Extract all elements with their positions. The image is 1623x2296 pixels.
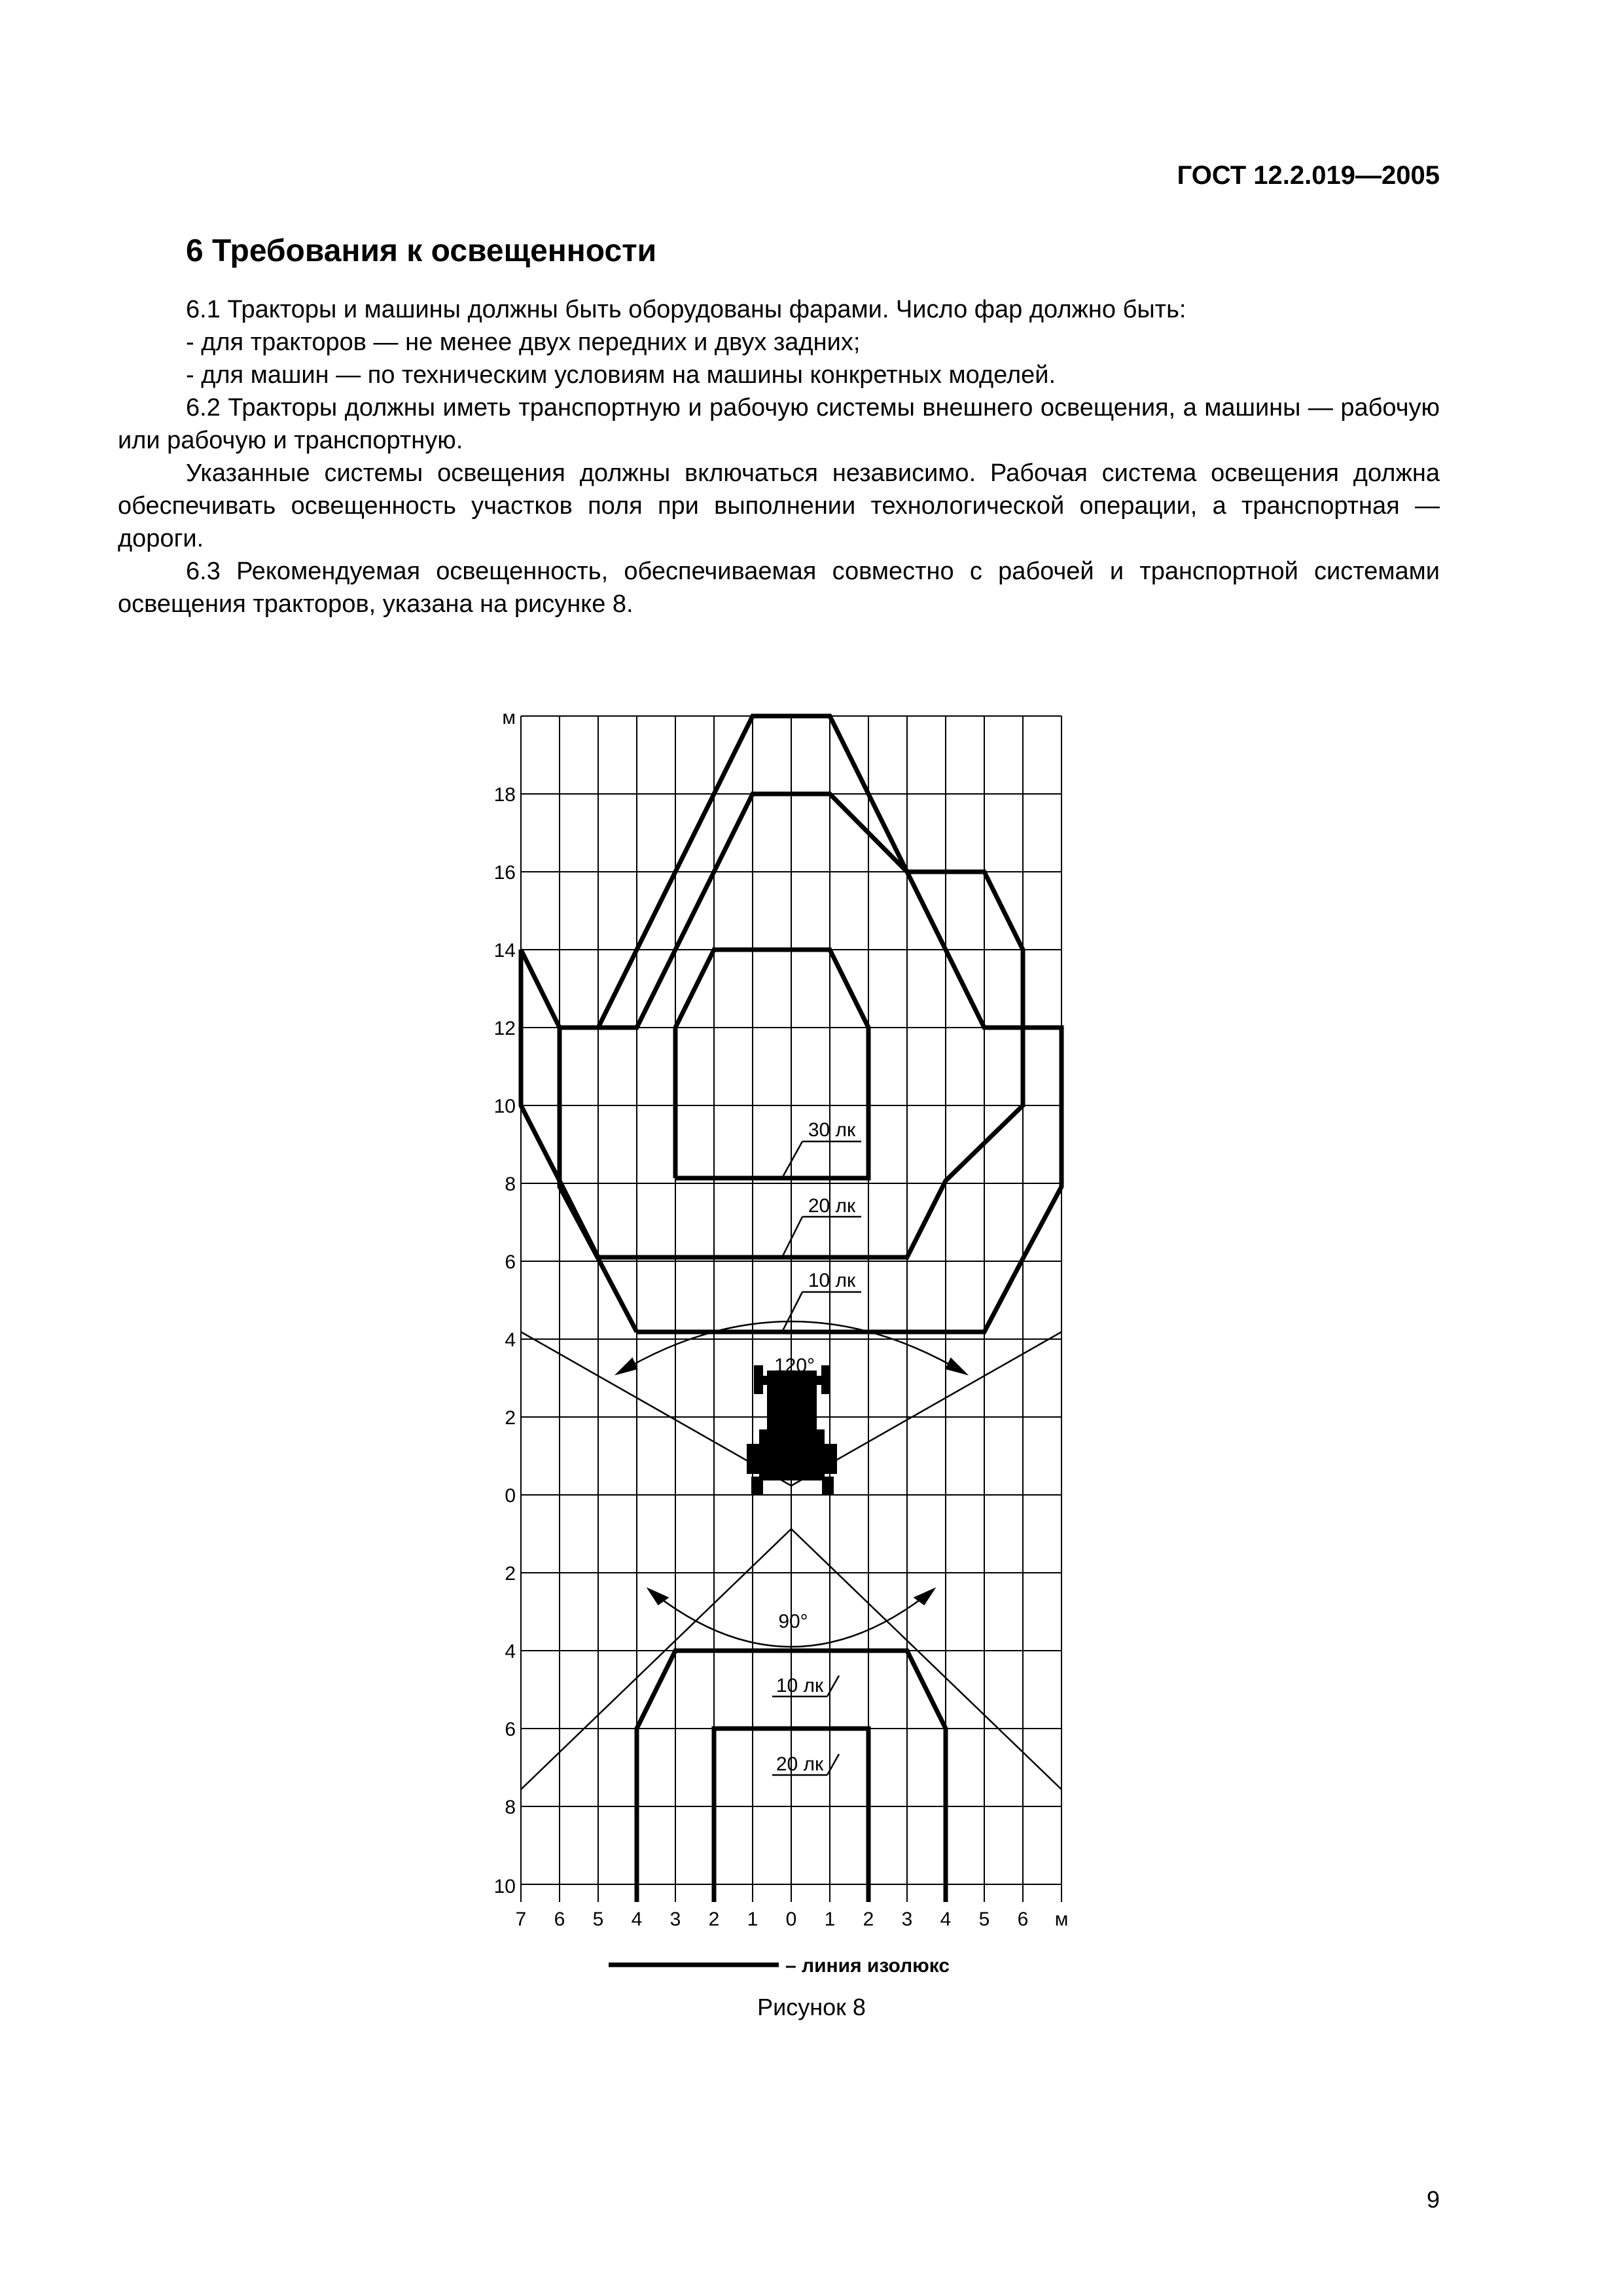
- x-tick: 1: [747, 1909, 758, 1930]
- y-tick: 18: [493, 784, 516, 806]
- label-10-lux-rear: 10 лк: [776, 1675, 824, 1696]
- y-tick: 6: [505, 1251, 516, 1273]
- y-tick: 0: [505, 1485, 516, 1507]
- y-tick: 12: [493, 1018, 516, 1039]
- axis-labels: [494, 707, 1069, 1930]
- diagram-grid: [521, 716, 1061, 1902]
- y-unit-label: м: [502, 707, 516, 728]
- paragraph-systems: Указанные системы освещения должны включаться независимо. Рабочая система освещения должна обеспечивать освещенность участков поля при выполнении технологической операции, а транспортная — дороги.: [118, 459, 1440, 552]
- legend-text: – линия изолюкс: [785, 1955, 950, 1977]
- y-tick: 6: [505, 1719, 516, 1740]
- x-tick: 2: [708, 1909, 720, 1930]
- y-tick: 10: [493, 1876, 516, 1897]
- label-30-lux: 30 лк: [808, 1119, 856, 1141]
- x-tick: 5: [592, 1909, 604, 1930]
- x-tick: 3: [669, 1909, 681, 1930]
- list-item-tractors: - для тракторов — не менее двух передних и двух задних;: [186, 329, 861, 356]
- y-tick: 14: [493, 940, 516, 961]
- page-number: 9: [1426, 2186, 1440, 2213]
- arc-arrow-right-120: [946, 1359, 966, 1374]
- paragraph-6-1: 6.1 Тракторы и машины должны быть оборудованы фарами. Число фар должно быть:: [186, 296, 1186, 323]
- x-tick: 0: [785, 1909, 797, 1930]
- tractor-icon: [747, 1365, 837, 1495]
- x-tick: 2: [863, 1909, 874, 1930]
- angle-label-90: 90°: [778, 1611, 808, 1632]
- y-tick: 16: [493, 862, 516, 884]
- y-tick: 4: [505, 1329, 516, 1351]
- x-tick: 5: [978, 1909, 990, 1930]
- x-tick: 4: [940, 1909, 952, 1930]
- body-text: [118, 293, 1440, 620]
- label-20-lux-rear: 20 лк: [776, 1753, 824, 1775]
- legend: [609, 1955, 950, 1977]
- y-tick: 4: [505, 1641, 516, 1662]
- x-tick: 6: [1017, 1909, 1029, 1930]
- section-title: 6 Требования к освещенности: [186, 234, 657, 268]
- y-tick: 8: [505, 1797, 516, 1818]
- x-tick: 1: [824, 1909, 836, 1930]
- x-unit-label: м: [1054, 1909, 1069, 1930]
- paragraph-6-2: 6.2 Тракторы должны иметь транспортную и рабочую системы внешнего освещения, а машины — рабочую или рабочую и транспортную.: [118, 394, 1440, 454]
- x-tick: 4: [631, 1909, 643, 1930]
- isolux-front-inner: [675, 950, 868, 1178]
- y-tick: 10: [493, 1096, 516, 1117]
- figure-caption: Рисунок 8: [757, 1994, 866, 2020]
- x-tick: 6: [554, 1909, 565, 1930]
- arc-arrow-left-120: [617, 1359, 637, 1374]
- list-item-machines: - для машин — по техническим условиям на машины конкретных моделей.: [186, 361, 1056, 389]
- y-tick: 2: [505, 1407, 516, 1429]
- x-tick: 3: [901, 1909, 913, 1930]
- y-tick: 8: [505, 1174, 516, 1195]
- label-20-lux-front: 20 лк: [808, 1195, 856, 1217]
- label-10-lux-front: 10 лк: [808, 1270, 856, 1291]
- document-code: ГОСТ 12.2.019—2005: [1177, 161, 1440, 190]
- x-tick: 7: [515, 1909, 527, 1930]
- angle-label-120: 120°: [774, 1355, 815, 1376]
- paragraph-6-3: 6.3 Рекомендуемая освещенность, обеспечиваемая совместно с рабочей и транспортной системами освещения тракторов, указана на рисунке 8.: [118, 558, 1440, 618]
- illumination-diagram: [458, 694, 1113, 1990]
- y-tick: 2: [505, 1563, 516, 1585]
